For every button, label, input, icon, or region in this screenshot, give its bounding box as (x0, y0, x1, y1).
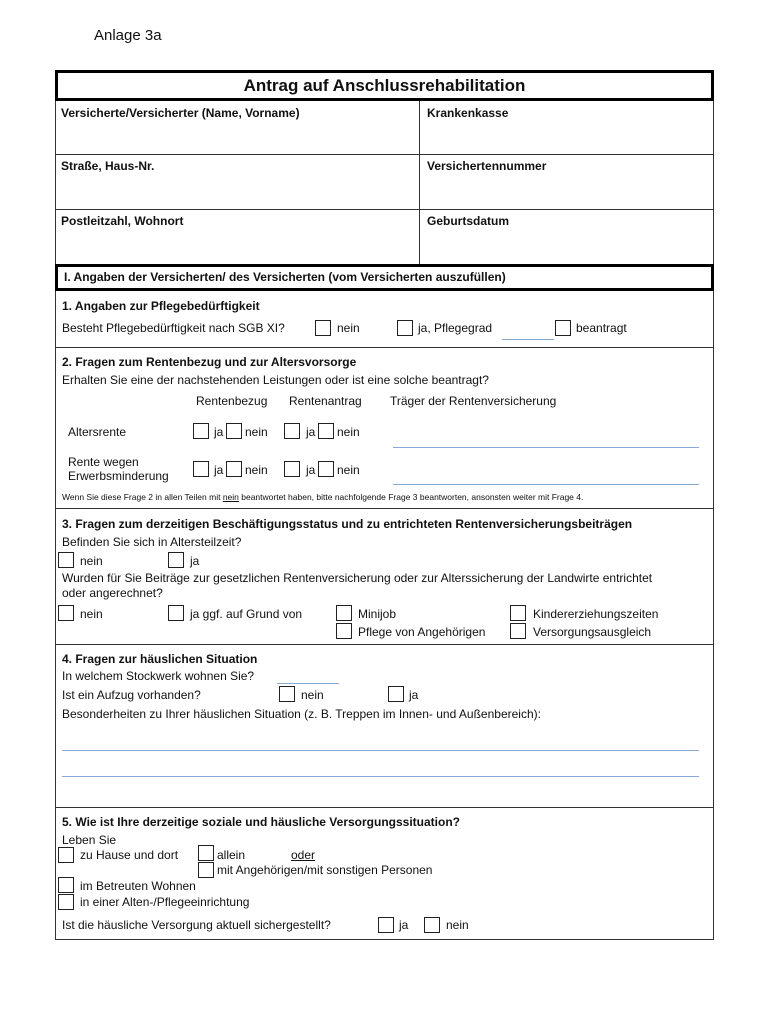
section-divider (55, 508, 714, 509)
section-divider (55, 807, 714, 808)
q4-title: 4. Fragen zur häuslichen Situation (62, 652, 258, 666)
ja-label: ja (306, 425, 316, 439)
em-antrag-ja-checkbox[interactable] (284, 461, 300, 477)
q2-question: Erhalten Sie eine der nachstehenden Leistungen oder ist eine solche beantragt? (62, 373, 489, 387)
zu-hause-checkbox[interactable] (58, 847, 74, 863)
altersrente-antrag-nein-checkbox[interactable] (318, 423, 334, 439)
section-divider (55, 644, 714, 645)
q1-ja-checkbox[interactable] (397, 320, 413, 336)
nein-label: nein (245, 463, 268, 477)
aufzug-label: Ist ein Aufzug vorhanden? (62, 688, 201, 702)
minijob-checkbox[interactable] (336, 605, 352, 621)
ja-label: ja (214, 425, 224, 439)
altersrente-bezug-ja-checkbox[interactable] (193, 423, 209, 439)
q5-title: 5. Wie ist Ihre derzeitige soziale und häusliche Versorgungssituation? (62, 815, 460, 829)
oder-label: oder (291, 848, 316, 862)
anlage-label: Anlage 3a (94, 27, 162, 44)
q1-beantragt-checkbox[interactable] (555, 320, 571, 336)
mit-angehoerigen-label: mit Angehörigen/mit sonstigen Personen (217, 863, 433, 877)
row-divider (55, 209, 714, 210)
traeger-em-field[interactable] (393, 484, 699, 485)
zu-hause-label: zu Hause und dort (80, 848, 179, 862)
ja-label: ja (399, 918, 409, 932)
versicherter-label: Versicherte/Versicherter (Name, Vorname) (61, 106, 300, 120)
minijob-label: Minijob (358, 607, 397, 621)
altersteilzeit-ja-checkbox[interactable] (168, 552, 184, 568)
plz-label: Postleitzahl, Wohnort (61, 214, 184, 228)
altersrente-antrag-ja-checkbox[interactable] (284, 423, 300, 439)
krankenkasse-label: Krankenkasse (427, 106, 509, 120)
aufzug-ja-checkbox[interactable] (388, 686, 404, 702)
alteneinrichtung-label: in einer Alten-/Pflegeeinrichtung (80, 895, 250, 909)
q1-beantragt-label: beantragt (576, 321, 627, 335)
q2-note: Wenn Sie diese Frage 2 in allen Teilen mit nein beantwortet haben, bitte nachfolgende Frage 3 beantworten, ansonsten weiter mit Frage 4. (62, 492, 584, 502)
q1-nein-label: nein (337, 321, 360, 335)
col-traeger: Träger der Rentenversicherung (390, 394, 557, 408)
em-bezug-ja-checkbox[interactable] (193, 461, 209, 477)
versorgungsausgleich-checkbox[interactable] (510, 623, 526, 639)
nein-label: nein (301, 688, 324, 702)
ja-label: ja (306, 463, 316, 477)
geburtsdatum-label: Geburtsdatum (427, 214, 510, 228)
nein-label: nein (337, 425, 360, 439)
form-frame (55, 72, 714, 940)
q2-title: 2. Fragen zum Rentenbezug und zur Altersvorsorge (62, 355, 357, 369)
sichergestellt-nein-checkbox[interactable] (424, 917, 440, 933)
alteneinrichtung-checkbox[interactable] (58, 894, 74, 910)
ja-grund-label: ja ggf. auf Grund von (190, 607, 303, 621)
pflege-label: Pflege von Angehörigen (358, 625, 486, 639)
altersteilzeit-nein-checkbox[interactable] (58, 552, 74, 568)
section-divider (55, 347, 714, 348)
aufzug-nein-checkbox[interactable] (279, 686, 295, 702)
nein-label: nein (80, 607, 103, 621)
pflege-checkbox[interactable] (336, 623, 352, 639)
mit-angehoerigen-checkbox[interactable] (198, 862, 214, 878)
ja-label: ja (190, 554, 200, 568)
q1-nein-checkbox[interactable] (315, 320, 331, 336)
sichergestellt-label: Ist die häusliche Versorgung aktuell sichergestellt? (62, 918, 331, 932)
col-rentenantrag: Rentenantrag (289, 394, 362, 408)
allein-checkbox[interactable] (198, 845, 214, 861)
stockwerk-field[interactable] (277, 683, 339, 684)
q1-question: Besteht Pflegebedürftigkeit nach SGB XI? (62, 321, 285, 335)
nein-label: nein (337, 463, 360, 477)
nein-label: nein (245, 425, 268, 439)
strasse-label: Straße, Haus-Nr. (61, 159, 155, 173)
q3-beitraege-2: oder angerechnet? (62, 586, 163, 600)
stockwerk-label: In welchem Stockwerk wohnen Sie? (62, 669, 255, 683)
betreutes-wohnen-checkbox[interactable] (58, 877, 74, 893)
ja-label: ja (214, 463, 224, 477)
altersrente-label: Altersrente (68, 425, 127, 439)
besonderheiten-label: Besonderheiten zu Ihrer häuslichen Situation (z. B. Treppen im Innen- und Außenbereich): (62, 707, 541, 721)
col-rentenbezug: Rentenbezug (196, 394, 268, 408)
betreutes-wohnen-label: im Betreuten Wohnen (80, 879, 196, 893)
em-bezug-nein-checkbox[interactable] (226, 461, 242, 477)
section-1-header: I. Angaben der Versicherten/ des Versicherten (vom Versicherten auszufüllen) (55, 264, 714, 291)
em-antrag-nein-checkbox[interactable] (318, 461, 334, 477)
versorgungsausgleich-label: Versorgungsausgleich (533, 625, 652, 639)
versichertennummer-label: Versichertennummer (427, 159, 547, 173)
traeger-altersrente-field[interactable] (393, 447, 699, 448)
besonderheiten-line-1[interactable] (62, 750, 699, 751)
q3-beitraege-1: Wurden für Sie Beiträge zur gesetzlichen Rentenversicherung oder zur Alterssicherung der Landwirte entrichtet (62, 571, 653, 585)
q1-ja-label: ja, Pflegegrad (418, 321, 493, 335)
kindererziehung-label: Kindererziehungszeiten (533, 607, 659, 621)
sichergestellt-ja-checkbox[interactable] (378, 917, 394, 933)
leben-sie-label: Leben Sie (62, 833, 117, 847)
form-title: Antrag auf Anschlussrehabilitation (55, 70, 714, 101)
q3-altersteilzeit: Befinden Sie sich in Altersteilzeit? (62, 535, 242, 549)
altersrente-bezug-nein-checkbox[interactable] (226, 423, 242, 439)
ja-label: ja (409, 688, 419, 702)
rente-wegen-label: Rente wegen (68, 455, 139, 469)
allein-label: allein (217, 848, 246, 862)
q3-title: 3. Fragen zum derzeitigen Beschäftigungsstatus und zu entrichteten Rentenversicherungsbeiträgen (62, 517, 633, 531)
pflegegrad-field[interactable] (502, 339, 554, 340)
row-divider (55, 154, 714, 155)
kindererziehung-checkbox[interactable] (510, 605, 526, 621)
erwerbsminderung-label: Erwerbsminderung (68, 469, 169, 483)
q1-title: 1. Angaben zur Pflegebedürftigkeit (62, 299, 260, 313)
field-divider (419, 101, 420, 264)
nein-label: nein (80, 554, 103, 568)
nein-label: nein (446, 918, 469, 932)
besonderheiten-line-2[interactable] (62, 776, 699, 777)
beitraege-ja-checkbox[interactable] (168, 605, 184, 621)
beitraege-nein-checkbox[interactable] (58, 605, 74, 621)
